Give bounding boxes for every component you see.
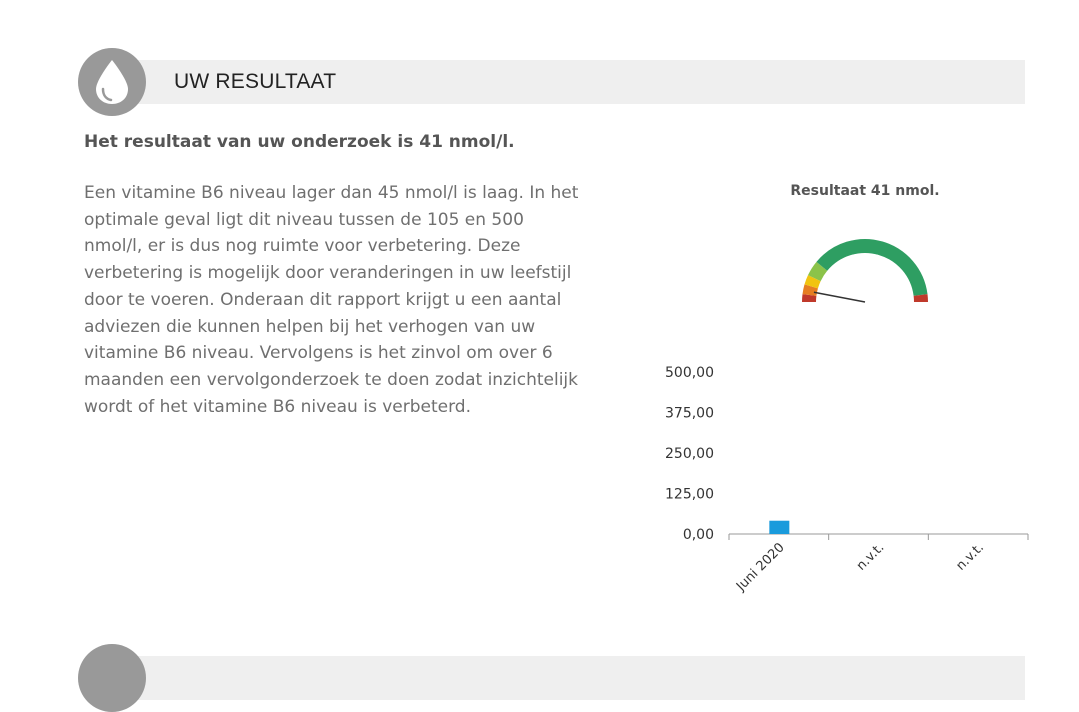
- y-tick-label: 500,00: [665, 365, 714, 381]
- bar-chart: [640, 355, 1040, 625]
- bar: [769, 521, 789, 534]
- description-line: maanden een vervolgonderzoek te doen zodat inzichtelijk: [84, 367, 624, 394]
- water-drop-icon: [92, 58, 132, 106]
- result-description: [84, 180, 624, 420]
- description-line: nmol/l, er is dus nog ruimte voor verbetering. Deze: [84, 233, 624, 260]
- description-line: vitamine B6 niveau. Vervolgens is het zinvol om over 6: [84, 340, 624, 367]
- y-tick-label: 375,00: [665, 406, 714, 422]
- description-line: optimale geval ligt dit niveau tussen de 105 en 500: [84, 207, 624, 234]
- y-tick-label: 125,00: [665, 487, 714, 503]
- result-history-chart: [640, 355, 1040, 625]
- gauge-needle: [814, 292, 865, 302]
- previous-section-text-fragment: [84, 0, 284, 6]
- y-tick-label: 0,00: [683, 527, 714, 543]
- description-line: Een vitamine B6 niveau lager dan 45 nmol/l is laag. In het: [84, 180, 624, 207]
- x-tick-label: Juni 2020: [733, 540, 788, 595]
- result-headline: Het resultaat van uw onderzoek is 41 nmol/l.: [84, 132, 515, 152]
- next-section-icon: [78, 644, 146, 712]
- y-tick-label: 250,00: [665, 446, 714, 462]
- gauge-band: [814, 266, 822, 278]
- next-section-header-bar: [110, 656, 1025, 700]
- gauge-graphic: [760, 180, 980, 320]
- section-icon: [78, 48, 146, 116]
- gauge-band: [811, 278, 814, 286]
- gauge-band: [809, 286, 811, 295]
- description-line: wordt of het vitamine B6 niveau is verbeterd.: [84, 394, 624, 421]
- description-line: door te voeren. Onderaan dit rapport krijgt u een aantal: [84, 287, 624, 314]
- description-line: verbetering is mogelijk door veranderingen in uw leefstijl: [84, 260, 624, 287]
- x-tick-label: n.v.t.: [854, 540, 888, 574]
- gauge-band: [822, 246, 921, 295]
- gauge-title: Resultaat 41 nmol.: [760, 183, 970, 199]
- result-gauge: [760, 180, 980, 320]
- description-line: adviezen die kunnen helpen bij het verhogen van uw: [84, 314, 624, 341]
- x-tick-label: n.v.t.: [953, 540, 987, 574]
- section-title: UW RESULTAAT: [174, 70, 336, 94]
